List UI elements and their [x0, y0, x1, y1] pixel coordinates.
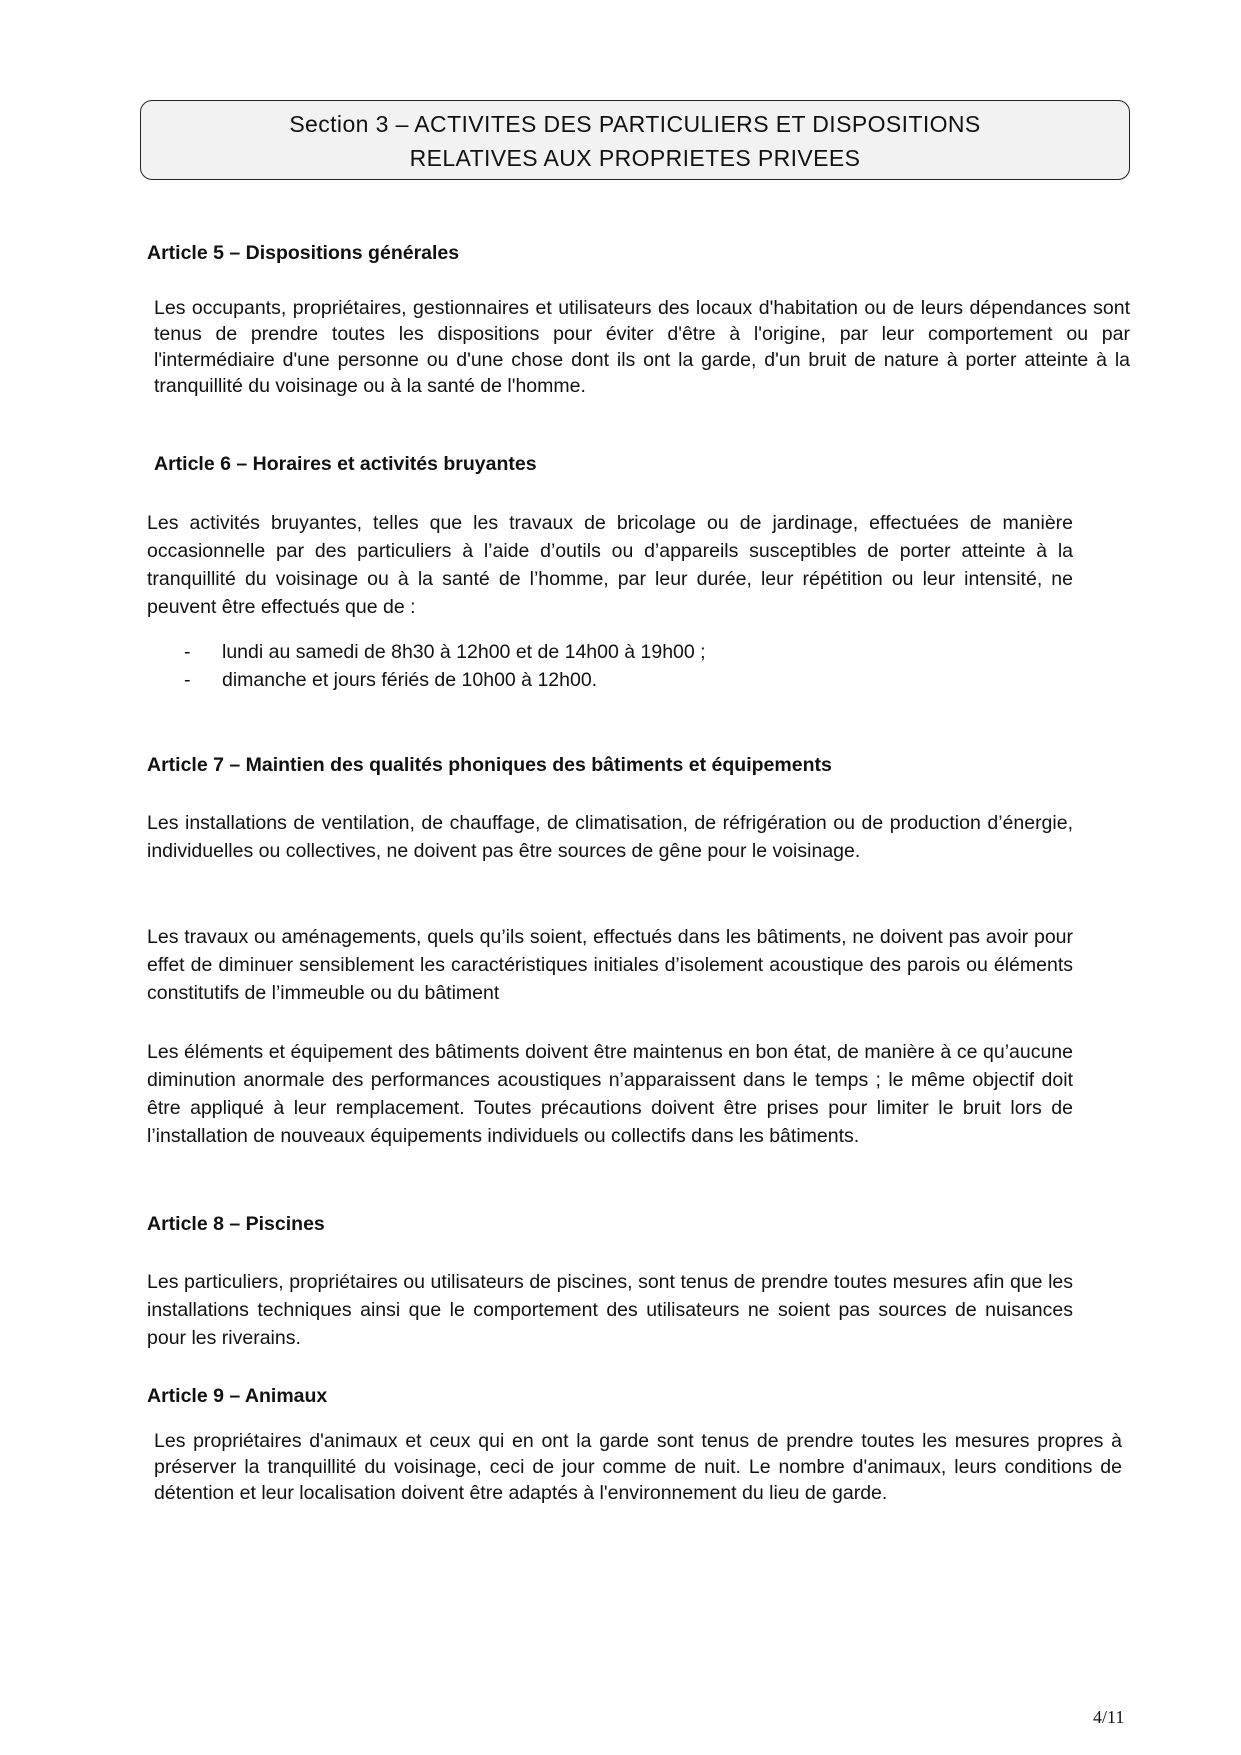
article7-para1: Les installations de ventilation, de chauffage, de climatisation, de réfrigération ou de production d’énergie, individuelles ou collectives, ne doivent pas être sources de gêne pour le voisinage.	[147, 812, 1073, 862]
page-number: 4/11	[1093, 1707, 1125, 1727]
article6-text: Les activités bruyantes, telles que les travaux de bricolage ou de jardinage, effectuées de manière occasionnelle par des particuliers à l’aide d’outils ou d’appareils susceptibles de porter atteinte à la tranquillité du voisinage ou à la santé de l’homme, par leur durée, leur répétition ou leur intensité, ne peuvent être effectués que de :	[147, 512, 1073, 618]
section-title-box	[140, 100, 1130, 180]
list-dash: -	[184, 641, 191, 663]
section-title-line2: RELATIVES AUX PROPRIETES PRIVEES	[409, 145, 861, 171]
article7-para3: Les éléments et équipement des bâtiments doivent être maintenus en bon état, de manière à ce qu’aucune diminution anormale des performances acoustiques n’apparaissent dans le temps ; le même objectif doit être appliqué à leur remplacement. Toutes précautions doivent être prises pour limiter le bruit lors de l’installation de nouveaux équipements individuels ou collectifs dans les bâtiments.	[147, 1041, 1073, 1147]
section-title-line1: Section 3 – ACTIVITES DES PARTICULIERS ET DISPOSITIONS	[289, 111, 981, 137]
article6-heading: Article 6 – Horaires et activités bruyantes	[154, 453, 537, 475]
list-dash: -	[184, 669, 191, 691]
article8-heading: Article 8 – Piscines	[147, 1213, 325, 1235]
article5-heading: Article 5 – Dispositions générales	[147, 242, 460, 264]
article8-text: Les particuliers, propriétaires ou utilisateurs de piscines, sont tenus de prendre toutes mesures afin que les installations techniques ainsi que le comportement des utilisateurs ne soient pas sources de nuisances pour les riverains.	[147, 1271, 1073, 1349]
list-item-text: dimanche et jours fériés de 10h00 à 12h00.	[222, 669, 598, 691]
article7-heading: Article 7 – Maintien des qualités phoniques des bâtiments et équipements	[147, 754, 832, 776]
article9-heading: Article 9 – Animaux	[147, 1385, 328, 1407]
article5-text: Les occupants, propriétaires, gestionnaires et utilisateurs des locaux d'habitation ou de leurs dépendances sont tenus de prendre toutes les dispositions pour éviter d'être à l'origine, par leur comportement ou par l'intermédiaire d'une personne ou d'une chose dont ils ont la garde, d'un bruit de nature à porter atteinte à la tranquillité du voisinage ou à la santé de l'homme.	[154, 297, 1130, 397]
article7-para2: Les travaux ou aménagements, quels qu’ils soient, effectués dans les bâtiments, ne doivent pas avoir pour effet de diminuer sensiblement les caractéristiques initiales d’isolement acoustique des parois ou éléments constitutifs de l’immeuble ou du bâtiment	[147, 926, 1073, 1004]
list-item-text: lundi au samedi de 8h30 à 12h00 et de 14h00 à 19h00 ;	[222, 641, 706, 663]
article9-text: Les propriétaires d'animaux et ceux qui en ont la garde sont tenus de prendre toutes les mesures propres à préserver la tranquillité du voisinage, ceci de jour comme de nuit. Le nombre d'animaux, leurs conditions de détention et leur localisation doivent être adaptés à l'environnement du lieu de garde.	[154, 1430, 1122, 1504]
